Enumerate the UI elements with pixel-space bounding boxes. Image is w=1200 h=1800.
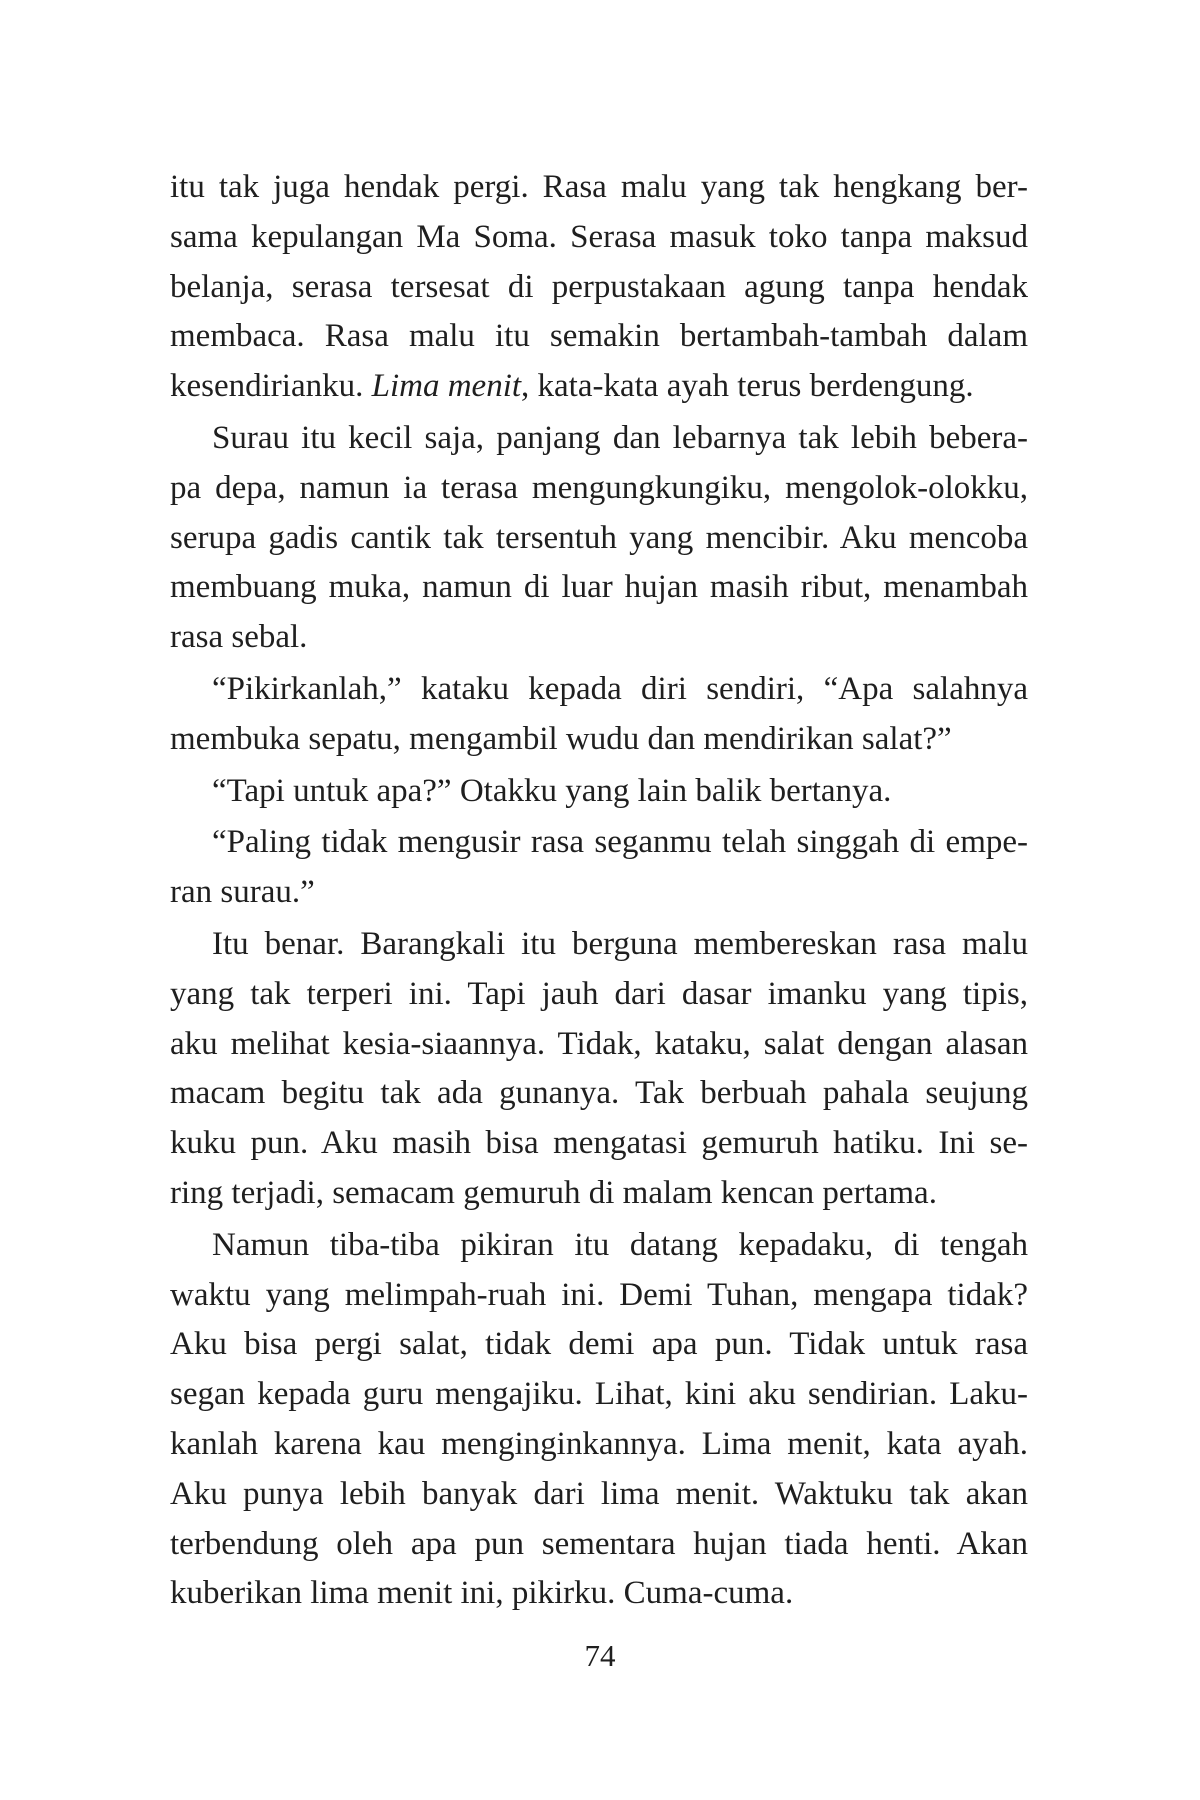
text-line: terbendung oleh apa pun sementara hujan tiada henti. Akan <box>170 1525 1028 1562</box>
text-line: Aku bisa pergi salat, tidak demi apa pun. Tidak untuk rasa <box>170 1326 1028 1363</box>
text-line: Itu benar. Barangkali itu berguna membereskan rasa malu <box>212 925 1028 962</box>
text-line: rasa sebal. <box>170 619 308 656</box>
text-line: aku melihat kesia-siaannya. Tidak, kataku, salat dengan alasan <box>170 1025 1028 1062</box>
text-line: waktu yang melimpah-ruah ini. Demi Tuhan, mengapa tidak? <box>170 1276 1028 1313</box>
text-line: “Paling tidak mengusir rasa seganmu telah singgah di empe- <box>212 824 1028 861</box>
text-line: membuka sepatu, mengambil wudu dan mendirikan salat?” <box>170 720 952 757</box>
text-line: Namun tiba-tiba pikiran itu datang kepadaku, di tengah <box>212 1226 1028 1263</box>
text-line: pa depa, namun ia terasa mengungkungiku, mengolok-olokku, <box>170 469 1028 506</box>
text-line: macam begitu tak ada gunanya. Tak berbuah pahala seujung <box>170 1075 1028 1112</box>
text-line: membuang muka, namun di luar hujan masih ribut, menambah <box>170 569 1028 606</box>
text-line: kuku pun. Aku masih bisa mengatasi gemuruh hatiku. Ini se- <box>170 1125 1028 1162</box>
text-line: yang tak terperi ini. Tapi jauh dari dasar imanku yang tipis, <box>170 975 1028 1012</box>
page-number: 74 <box>584 1638 616 1673</box>
text-line: Aku punya lebih banyak dari lima menit. Waktuku tak akan <box>170 1475 1028 1512</box>
text-line: serupa gadis cantik tak tersentuh yang mencibir. Aku mencoba <box>170 519 1028 556</box>
text-line: “Tapi untuk apa?” Otakku yang lain balik bertanya. <box>212 772 892 809</box>
text-line: kanlah karena kau menginginkannya. Lima menit, kata ayah. <box>170 1425 1028 1462</box>
text-line-start: kesendirianku. <box>170 368 364 405</box>
text-line: segan kepada guru mengajiku. Lihat, kini aku sendirian. Laku- <box>170 1376 1028 1413</box>
text-line: kuberikan lima menit ini, pikirku. Cuma-cuma. <box>170 1575 794 1612</box>
text-line: ran surau.” <box>170 874 315 911</box>
italic-phrase: Lima menit <box>371 368 522 405</box>
text-line <box>170 362 1028 412</box>
text-line: membaca. Rasa malu itu semakin bertambah-tambah dalam <box>170 318 1028 355</box>
text-line: ring terjadi, semacam gemuruh di malam kencan pertama. <box>170 1174 937 1211</box>
text-line: “Pikirkanlah,” kataku kepada diri sendiri, “Apa salahnya <box>212 670 1028 707</box>
text-line: Surau itu kecil saja, panjang dan lebarnya tak lebih bebera- <box>212 419 1028 456</box>
body-text <box>170 163 1028 1619</box>
text-line: sama kepulangan Ma Soma. Serasa masuk toko tanpa maksud <box>170 218 1028 255</box>
text-line: itu tak juga hendak pergi. Rasa malu yang tak hengkang ber- <box>170 169 1028 205</box>
text-line-rest: , kata-kata ayah terus berdengung. <box>521 368 974 405</box>
text-line: belanja, serasa tersesat di perpustakaan agung tanpa hendak <box>170 268 1028 305</box>
